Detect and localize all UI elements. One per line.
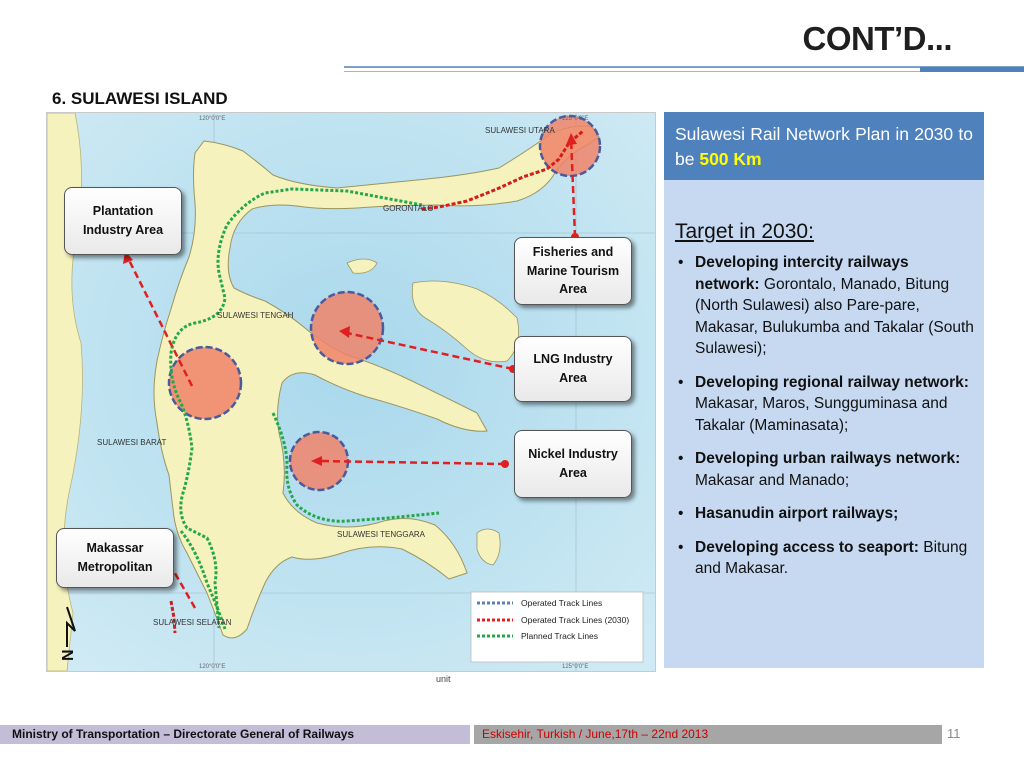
target-item — [675, 252, 975, 360]
legend-label-2030: Operated Track Lines (2030) — [521, 615, 630, 625]
target-item-lead: Developing access to seaport: — [695, 538, 919, 556]
grid-label-bottom-right: 125°0'0"E — [562, 664, 589, 670]
label-sulawesi-utara: SULAWESI UTARA — [485, 126, 555, 135]
panel-header-text: Sulawesi Rail Network Plan in 2030 to be — [675, 124, 973, 170]
target-item — [675, 372, 975, 437]
target-item-text: Makasar and Manado; — [695, 471, 850, 489]
grid-label-top-left: 120°0'0"E — [199, 116, 226, 122]
target-item — [675, 537, 975, 580]
slide-title: CONT’D... — [802, 20, 952, 57]
label-sulawesi-tengah: SULAWESI TENGAH — [217, 311, 294, 320]
target-item-text: Bitung and Makasar. — [695, 538, 968, 577]
target-item-text: Gorontalo, Manado, Bitung (North Sulawesi) also Pare-pare, Makasar, Bulukumba and Takalar (South Sulawesi); — [695, 275, 974, 357]
label-sulawesi-tenggara: SULAWESI TENGGARA — [337, 530, 426, 539]
legend-label-operated: Operated Track Lines — [521, 598, 603, 608]
callout-fisheries: Fisheries and Marine Tourism Area — [514, 237, 632, 305]
panel-header-highlight: 500 Km — [699, 149, 762, 170]
callout-nickel: Nickel Industry Area — [514, 430, 632, 498]
label-sulawesi-barat: SULAWESI BARAT — [97, 438, 167, 447]
target-list — [675, 252, 975, 592]
footer-event: Eskisehir, Turkish / June,17th – 22nd 2013 — [474, 725, 942, 744]
grid-label-top-right: 125°0'0"E — [562, 116, 589, 122]
target-item-lead: Developing urban railways network: — [695, 450, 961, 467]
label-sulawesi-selatan: SULAWESI SELATAN — [153, 618, 232, 627]
map-legend — [471, 592, 643, 662]
footer-ministry: Ministry of Transportation – Directorate General of Railways — [0, 725, 470, 744]
target-item — [675, 503, 975, 525]
target-item-lead: Hasanudin airport railways; — [695, 505, 899, 522]
callout-makassar: Makassar Metropolitan — [56, 528, 174, 588]
callout-plantation: Plantation Industry Area — [64, 187, 182, 255]
compass-letter: N — [60, 649, 77, 661]
page-number: 11 — [947, 726, 961, 741]
title-rule-accent — [920, 67, 1024, 72]
panel-header — [664, 112, 984, 180]
label-gorontalo: GORONTALO — [383, 204, 434, 213]
target-item-lead: Developing intercity railways network: — [695, 254, 909, 293]
legend-label-planned: Planned Track Lines — [521, 631, 599, 641]
section-heading: 6. SULAWESI ISLAND — [52, 89, 228, 108]
grid-label-bottom-left: 120°0'0"E — [199, 664, 226, 670]
zone-plantation — [169, 347, 241, 419]
target-item-text: Makasar, Maros, Sungguminasa and Takalar (Maminasata); — [695, 395, 948, 434]
target-item — [675, 448, 975, 491]
target-heading: Target in 2030: — [675, 220, 814, 243]
callout-lng: LNG Industry Area — [514, 336, 632, 402]
target-item-lead: Developing regional railway network: — [695, 373, 969, 391]
map-stray-text: unit — [436, 674, 451, 684]
